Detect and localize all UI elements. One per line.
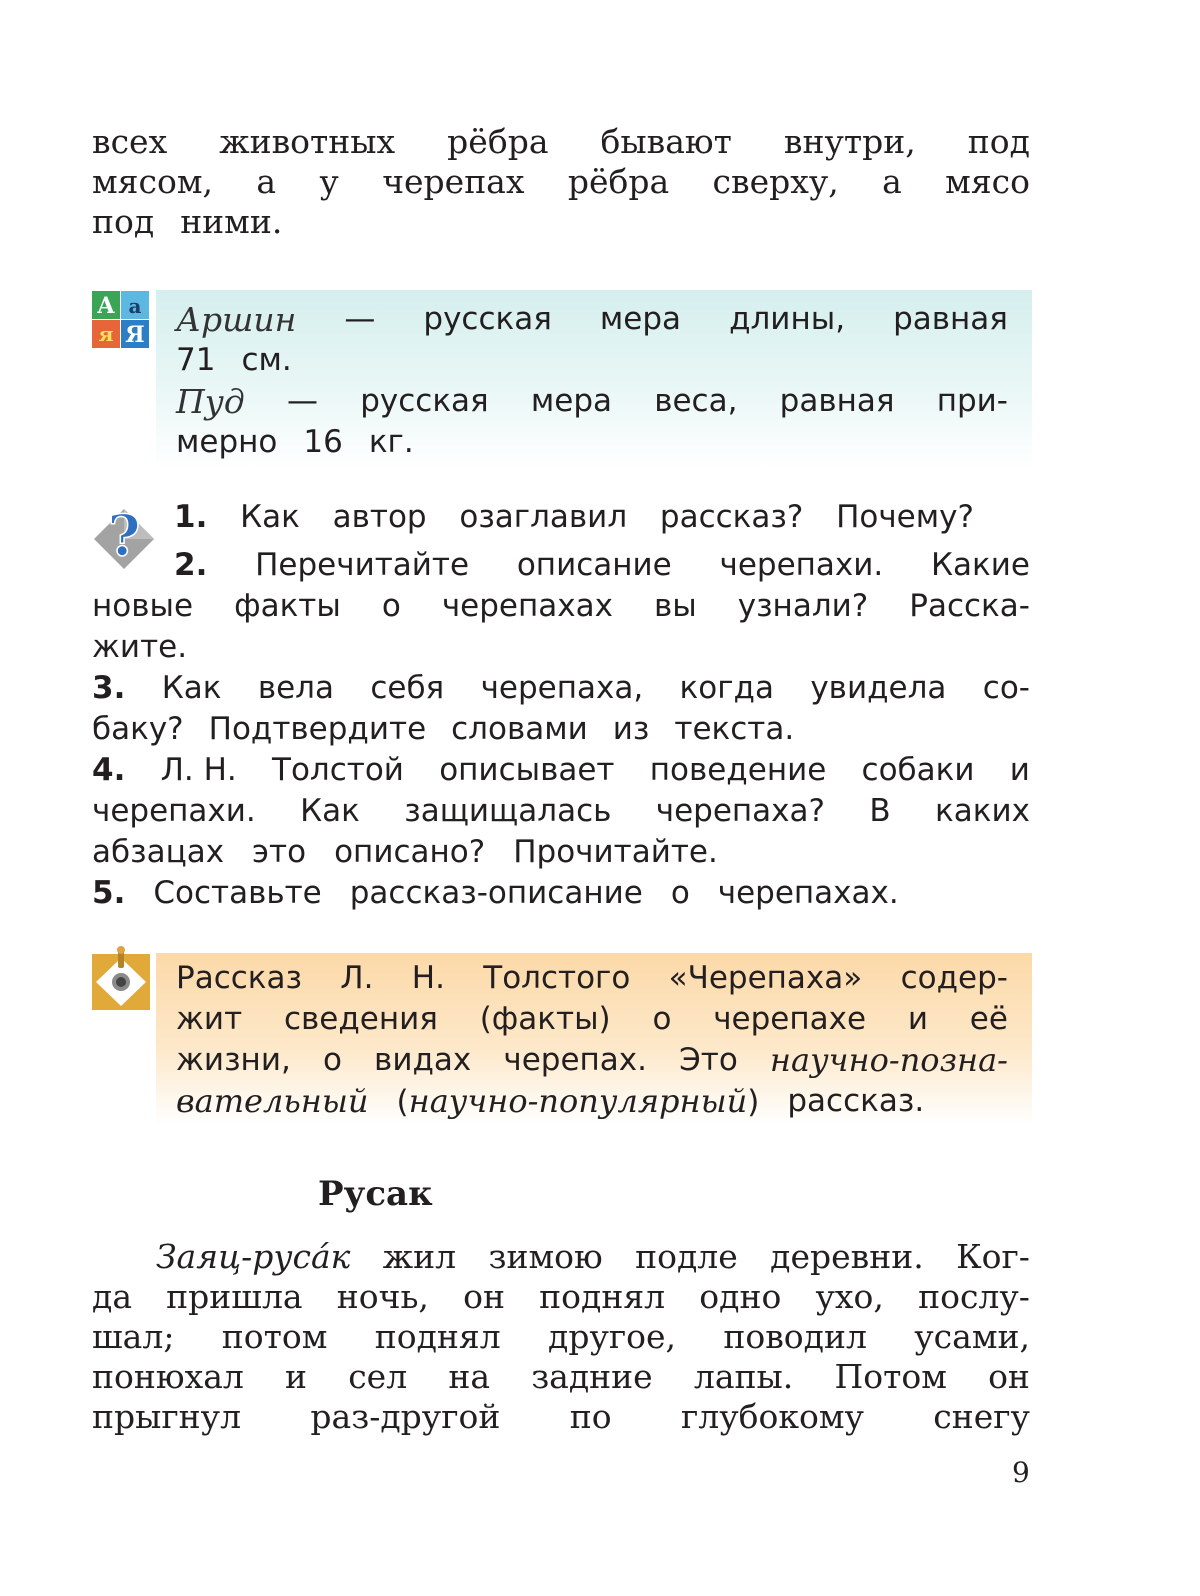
question-3-line-1: 3. Как вела себя черепаха, когда увидела со- — [92, 670, 1030, 706]
question-2-line-1: 2. Перечитайте описание черепахи. Какие — [174, 547, 1030, 583]
glossary-text — [176, 299, 1008, 463]
page-number: 9 — [1012, 1456, 1030, 1489]
glossary-line-1: Аршин — русская мера длины, равная — [176, 300, 1008, 339]
story-line-5: прыгнул раз-другой по глубокому снегу — [92, 1397, 1030, 1436]
icon-letter: А — [97, 293, 115, 319]
question-3-line-2: баку? Подтвердите словами из текста. — [92, 711, 795, 747]
story-line-2: да пришла ночь, он поднял одно ухо, послу- — [92, 1277, 1030, 1316]
intro-line-3: под ними. — [92, 202, 283, 241]
alphabet-letters-icon — [92, 291, 149, 348]
question-2-line-3: жите. — [92, 629, 188, 665]
intro-line-2: мясом, а у черепах рёбра сверху, а мясо — [92, 162, 1030, 201]
icon-letter: я — [98, 322, 114, 346]
icon-letter: а — [128, 294, 142, 318]
question-4-line-2: черепахи. Как защищалась черепаха? В каких — [92, 793, 1030, 829]
question-4-line-1: 4. Л. Н. Толстой описывает поведение собаки и — [92, 752, 1030, 788]
info-line-1: Рассказ Л. Н. Толстого «Черепаха» содер- — [176, 960, 1008, 996]
intro-line-1: всех животных рёбра бывают внутри, под — [92, 122, 1030, 161]
info-term-scientific: научно-позна- — [769, 1041, 1008, 1079]
glossary-line-3: Пуд — русская мера веса, равная при- — [176, 382, 1008, 421]
info-term-popular: научно-популярный — [408, 1082, 748, 1120]
info-lamp-icon — [92, 946, 150, 1010]
story-text — [92, 1237, 1030, 1437]
story-line-1: Заяц-руса́к жил зимою подле деревни. Ког- — [156, 1237, 1030, 1276]
question-2-line-2: новые факты о черепахах вы узнали? Расска- — [92, 588, 1030, 624]
question-4-line-3: абзацах это описано? Прочитайте. — [92, 834, 718, 870]
info-line-4: вательный (научно-популярный) рассказ. — [176, 1082, 925, 1120]
story-line-3: шал; потом поднял другое, поводил усами, — [92, 1317, 1030, 1356]
story-title: Русак — [318, 1174, 433, 1214]
info-line-2: жит сведения (факты) о черепахе и её — [176, 1001, 1008, 1037]
icon-letter: Я — [125, 322, 145, 348]
intro-paragraph — [92, 122, 1030, 242]
info-line-3: жизни, о видах черепах. Это научно-позна- — [176, 1041, 1008, 1079]
glossary-term-arshin: Аршин — [176, 300, 297, 339]
question-5: 5. Составьте рассказ-описание о черепахах. — [92, 875, 899, 911]
question-1: 1. Как автор озаглавил рассказ? Почему? — [174, 499, 974, 535]
glossary-line-4: мерно 16 кг. — [176, 424, 414, 460]
glossary-term-pud: Пуд — [176, 382, 245, 421]
story-line-4: понюхал и сел на задние лапы. Потом он — [92, 1357, 1030, 1396]
glossary-line-2: 71 см. — [176, 342, 292, 378]
questions-list — [92, 497, 1030, 914]
info-text — [176, 958, 1008, 1123]
svg-text:?: ? — [107, 503, 141, 569]
story-term-rusak: Заяц-руса́к — [156, 1237, 351, 1276]
